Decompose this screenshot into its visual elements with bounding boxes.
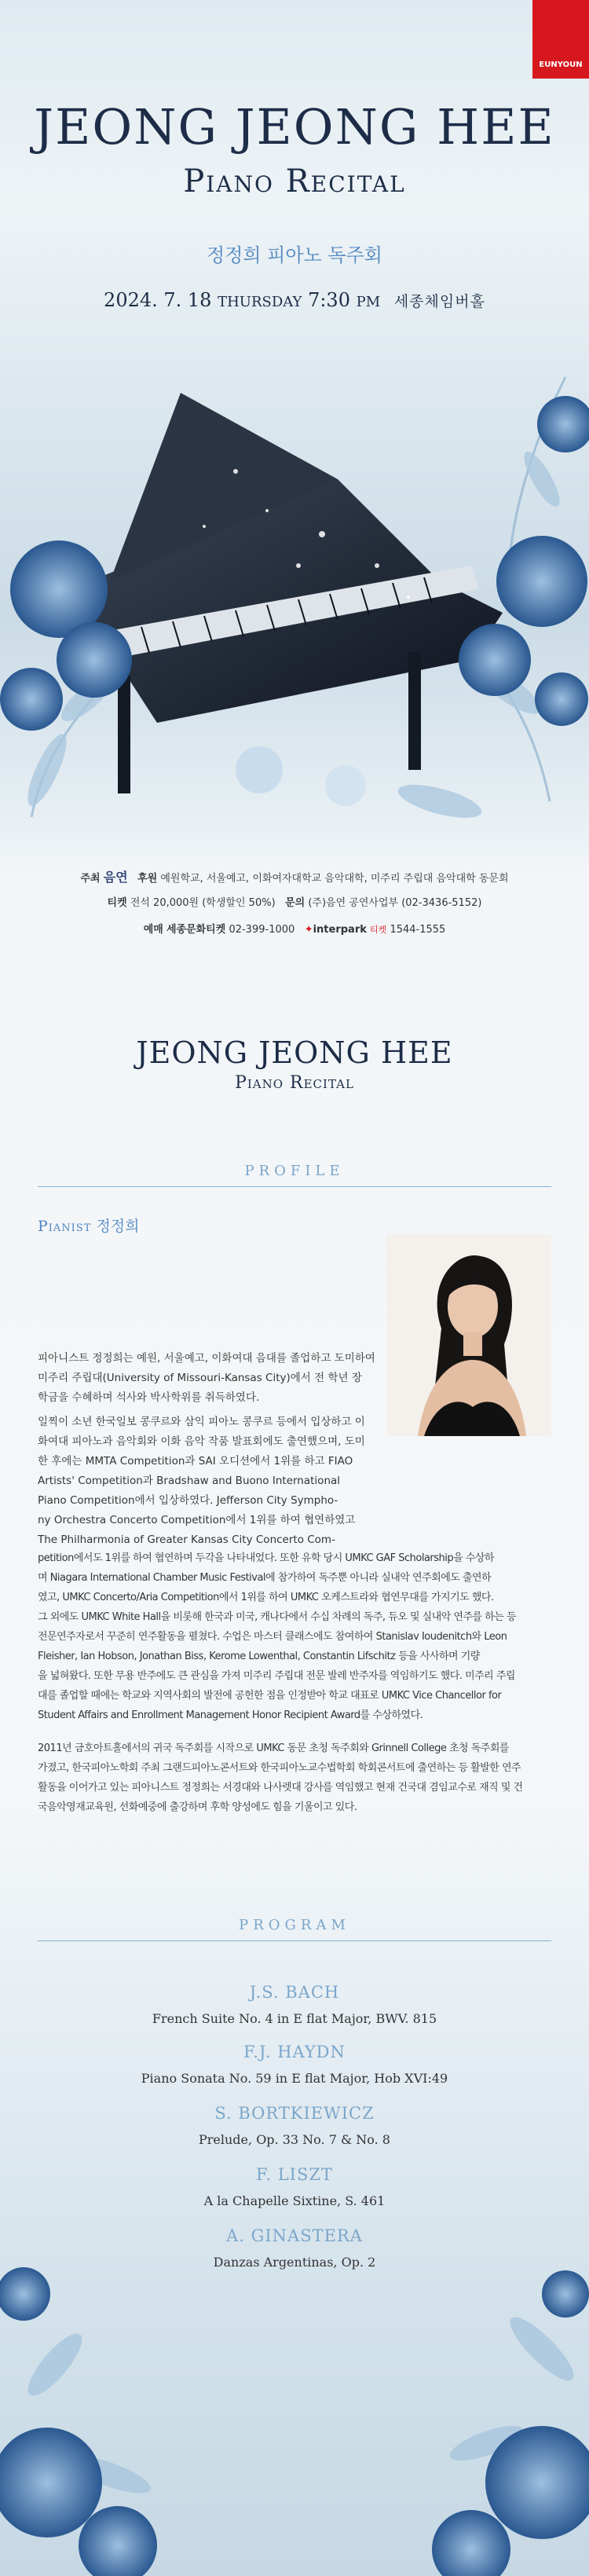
bottom-floral-artwork	[0, 2247, 589, 2576]
profile-text-line: 였고, UMKC Concerto/Aria Competition에서 1위를 하여 UMKC 오케스트라와 협연무대를 가지기도 했다.	[38, 1592, 494, 1603]
booking2-logo: interpark	[313, 924, 367, 936]
profile-text-line: 그 외에도 UMKC White Hall을 비롯해 한국과 미국, 캐나다에서 수십 차례의 독주, 듀오 및 실내악 연주를 하는 등	[38, 1611, 517, 1623]
profile-text-line: Student Affairs and Enrollment Management Honor Recipient Award를 수상하였다.	[38, 1709, 423, 1721]
interpark-icon: ✦	[304, 924, 313, 936]
profile-text-line: 일찍이 소년 한국일보 콩쿠르와 삼익 피아노 콩쿠르 등에서 입상하고 이	[38, 1416, 365, 1428]
hero-venue: 세종체임버홀	[393, 293, 485, 310]
profile-text-line: 활동을 이어가고 있는 피아니스트 정정희는 서경대와 나사렛대 강사를 역임했고 현재 건국대 겸임교수로 재직 및 건	[38, 1782, 523, 1794]
profile-text-line: 전문연주자로서 꾸준히 연주활동을 펼쳤다. 수업은 마스터 클래스에도 참여하여 Stanislav Ioudenitch와 Leon	[38, 1631, 507, 1643]
profile-text-line: 학금을 수혜하며 석사와 박사학위를 취득하였다.	[38, 1391, 260, 1404]
info-booking-line	[0, 921, 589, 936]
profile-divider	[38, 1186, 551, 1187]
ticket-label: 티켓	[107, 897, 127, 909]
profile-text-line: The Philharmonia of Greater Kansas City Concerto Com-	[38, 1534, 335, 1546]
hero-subtitle: Piano Recital	[183, 163, 406, 200]
profile-text-line: 국음악영재교육원, 선화예중에 출강하며 후학 양성에도 힘을 기울이고 있다.	[38, 1801, 357, 1813]
hero-date-line	[0, 289, 589, 311]
inquiry-label: 문의	[285, 897, 305, 909]
program-composer: F.J. HAYDN	[243, 2043, 346, 2061]
program-work: French Suite No. 4 in E flat Major, BWV. 815	[152, 2011, 437, 2026]
program-work: Prelude, Op. 33 No. 7 & No. 8	[199, 2132, 390, 2147]
profile-text-line: 가졌고, 한국피아노학회 주최 그랜드피아노콘서트와 한국피아노교수법학회 학회콘서트에 출연하는 등 활발한 연주	[38, 1762, 521, 1774]
booking2-phone: 1544-1555	[390, 924, 446, 936]
profile-text-line: 을 넓혀왔다. 또한 무용 반주에도 큰 관심을 가져 미주리 주립대 전문 발레 반주자를 역임하기도 했다. 미주리 주립	[38, 1670, 515, 1682]
profile-heading: PROFILE	[244, 1163, 345, 1179]
profile-text-line: Fleisher, Ian Hobson, Jonathan Biss, Kerome Lowenthal, Constantin Lifschitz 등을 사사하며 기량	[38, 1651, 480, 1662]
brand-badge-text: EUNYOUN	[539, 60, 583, 69]
pianist-role: Pianist	[38, 1218, 92, 1235]
booking-label: 예매	[143, 924, 163, 936]
program-work: Piano Sonata No. 59 in E flat Major, Hob XVI:49	[141, 2071, 448, 2086]
program-composer: J.S. BACH	[249, 1983, 340, 2002]
program-composer: A. GINASTERA	[226, 2226, 363, 2245]
host-label: 주최	[80, 873, 101, 885]
program-composer: S. BORTKIEWICZ	[214, 2104, 375, 2123]
program-work: A la Chapelle Sixtine, S. 461	[203, 2193, 386, 2208]
hero-day: THURSDAY	[218, 294, 302, 310]
hero-ampm: PM	[356, 294, 381, 310]
grand-piano	[71, 393, 503, 793]
booking1-phone: 02-399-1000	[229, 924, 295, 936]
pianist-heading	[38, 1215, 140, 1236]
section-title: JEONG JEONG HEE	[136, 1035, 453, 1070]
program-composer: F. LISZT	[256, 2165, 333, 2184]
info-ticket-line	[0, 894, 589, 909]
section-subtitle: Piano Recital	[235, 1073, 354, 1093]
profile-text-line: ny Orchestra Concerto Competition에서 1위를 하여 협연하였고	[38, 1514, 356, 1526]
hero-title: JEONG JEONG HEE	[34, 98, 555, 156]
inquiry-contact: (주)음연 공연사업부 (02-3436-5152)	[308, 897, 482, 909]
hero-korean-title: 정정희 피아노 독주회	[207, 244, 382, 266]
profile-text-line: 2011년 금호아트홀에서의 귀국 독주회를 시작으로 UMKC 동문 초청 독주회와 Grinnell College 초청 독주회를	[38, 1742, 509, 1754]
profile-paragraph-2-narrow	[38, 1413, 365, 1550]
pianist-name: 정정희	[96, 1218, 140, 1235]
program-work: Danzas Argentinas, Op. 2	[213, 2255, 376, 2270]
sponsor-label: 후원	[137, 873, 158, 885]
hero-date: 2024. 7. 18	[104, 289, 212, 311]
hero-piano-artwork	[0, 330, 589, 833]
profile-text-line: 대를 졸업할 때에는 학교와 지역사회의 발전에 공헌한 점을 인정받아 학교 대표로 UMKC Vice Chancellor for	[38, 1690, 502, 1702]
profile-paragraph-1	[38, 1349, 375, 1408]
profile-text-line: 며 Niagara International Chamber Music Festival에 참가하여 독주뿐 아니라 실내악 연주회에도 출연하	[38, 1572, 492, 1584]
profile-paragraph-2-wide	[38, 1548, 516, 1725]
program-divider	[38, 1940, 551, 1941]
profile-text-line: Artists' Competition과 Bradshaw and Buono International	[38, 1475, 341, 1487]
profile-text-line: 미주리 주립대(University of Missouri-Kansas City)에서 전 학년 장	[38, 1372, 362, 1384]
pianist-portrait	[386, 1234, 551, 1436]
info-host-line	[0, 867, 589, 885]
brand-badge	[532, 0, 589, 79]
host-logo: 음연	[103, 870, 128, 885]
booking1-logo: 세종문화티켓	[166, 924, 226, 936]
profile-text-line: 피아니스트 정정희는 예원, 서울예고, 이화여대 음대를 졸업하고 도미하여	[38, 1352, 375, 1365]
program-heading: PROGRAM	[239, 1917, 350, 1933]
booking2-sub: 티켓	[370, 925, 387, 935]
hero-time: 7:30	[308, 289, 350, 311]
profile-text-line: petition에서도 1위를 하여 협연하며 두각을 나타내었다. 또한 유학 당시 UMKC GAF Scholarship을 수상하	[38, 1552, 494, 1564]
ticket-price: 전석 20,000원 (학생할인 50%)	[130, 897, 276, 909]
profile-paragraph-3	[38, 1739, 523, 1817]
sponsor-list: 예원학교, 서울예고, 이화여자대학교 음악대학, 미주리 주립대 음악대학 동문회	[160, 873, 509, 885]
profile-text-line: 한 후에는 MMTA Competition과 SAI 오디션에서 1위를 하고 FIAO	[38, 1455, 353, 1468]
profile-text-line: 화여대 피아노과 음악회와 이화 음악 작품 발표회에도 출연했으며, 도미	[38, 1435, 365, 1448]
profile-text-line: Piano Competition에서 입상하였다. Jefferson City Sympho-	[38, 1494, 338, 1507]
